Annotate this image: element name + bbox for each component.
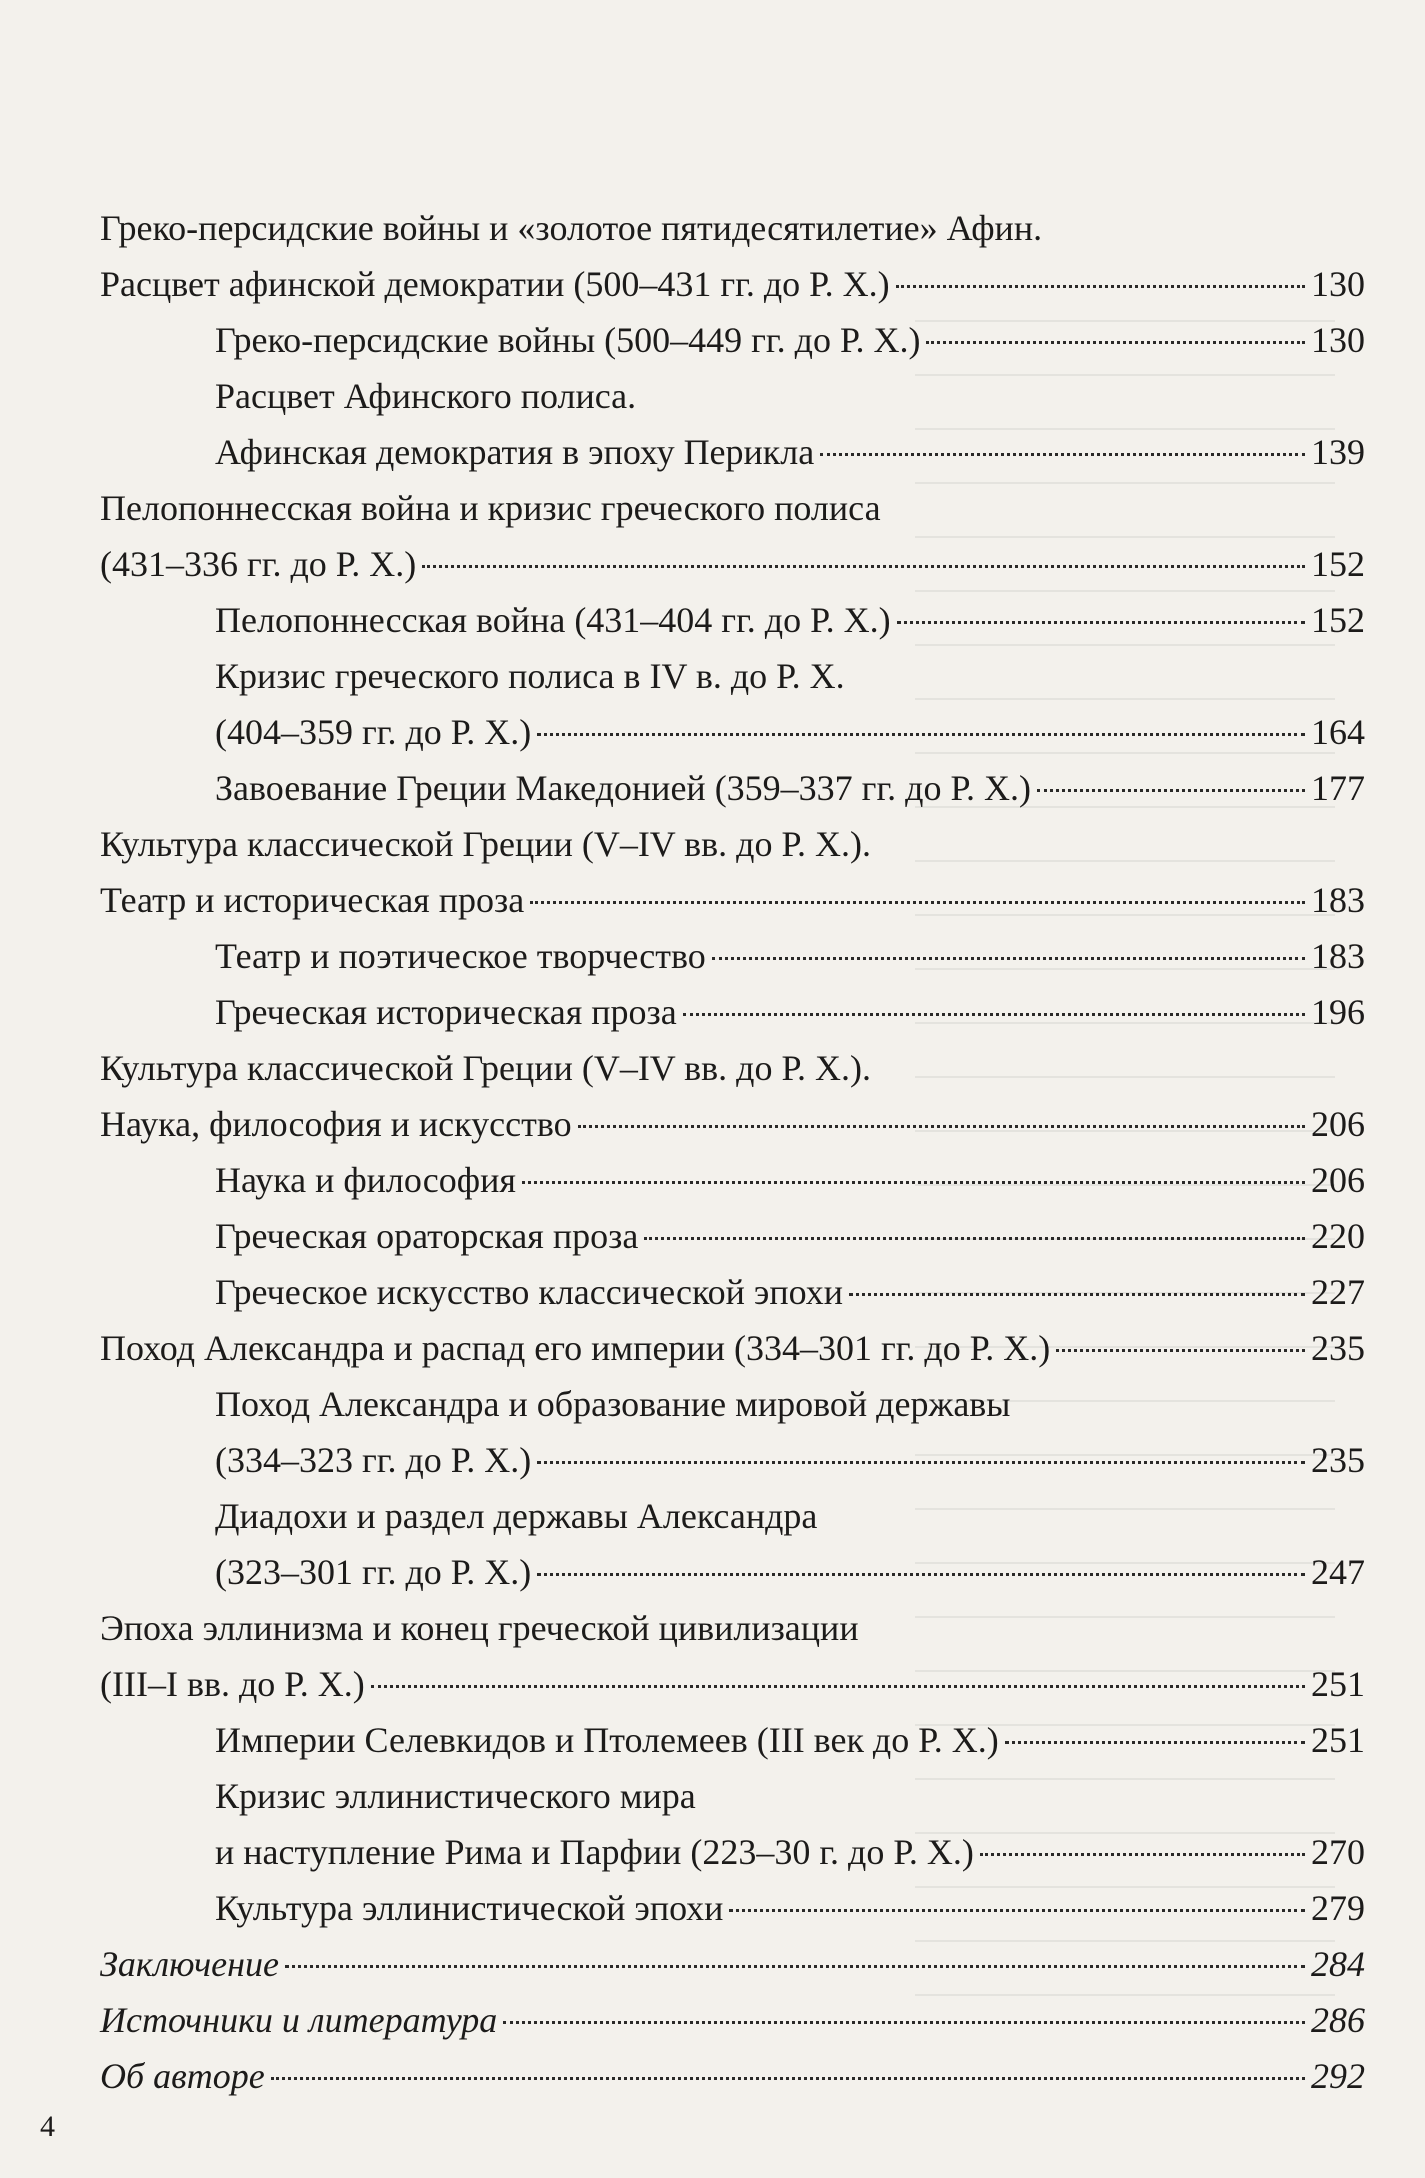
toc-entry[interactable] [100, 1712, 1365, 1768]
toc-entry-title-line: Наука, философия и искусство [100, 1104, 572, 1144]
toc-entry-title-line: Кризис греческого полиса в IV в. до Р. Х. [215, 656, 845, 696]
page-number: 4 [40, 2110, 55, 2143]
toc-entry[interactable] [100, 1992, 1365, 2048]
dot-leader [285, 1965, 1305, 1968]
toc-page-number: 251 [1311, 1720, 1365, 1760]
toc-page-number: 227 [1311, 1272, 1365, 1312]
toc-entry-title-line: Пелопоннесская война и кризис греческого полиса [100, 488, 881, 528]
dot-leader [503, 2021, 1305, 2024]
toc-page-number: 130 [1311, 264, 1365, 304]
toc-entry-title-line: Греко-персидские войны и «золотое пятидесятилетие» Афин. [100, 208, 1043, 248]
dot-leader [980, 1853, 1305, 1856]
dot-leader [422, 565, 1305, 568]
toc-entry-title-line: Культура эллинистической эпохи [215, 1888, 724, 1928]
toc-page-number: 286 [1311, 2000, 1365, 2040]
toc-page-number: 177 [1311, 768, 1365, 808]
toc-entry[interactable] [100, 1152, 1365, 1208]
toc-page-number: 284 [1311, 1944, 1365, 1984]
toc-entry[interactable] [100, 1040, 1365, 1152]
toc-entry[interactable] [100, 1768, 1365, 1880]
toc-entry[interactable] [100, 816, 1365, 928]
toc-entry-title-line: Афинская демократия в эпоху Перикла [215, 432, 815, 472]
dot-leader [371, 1685, 1305, 1688]
dot-leader [926, 341, 1305, 344]
dot-leader [644, 1237, 1305, 1240]
toc-entry[interactable] [100, 200, 1365, 312]
table-of-contents [100, 200, 1365, 2104]
toc-page-number: 152 [1311, 544, 1365, 584]
toc-entry[interactable] [100, 1208, 1365, 1264]
dot-leader [530, 901, 1305, 904]
toc-entry[interactable] [100, 1264, 1365, 1320]
toc-page-number: 235 [1311, 1328, 1365, 1368]
toc-page-number: 292 [1311, 2056, 1365, 2096]
toc-entry-title-line: Греческое искусство классической эпохи [215, 1272, 843, 1312]
toc-entry[interactable] [100, 760, 1365, 816]
toc-page-number: 279 [1311, 1888, 1365, 1928]
toc-entry-title-line: Театр и поэтическое творчество [215, 936, 706, 976]
dot-leader [537, 733, 1305, 736]
dot-leader [897, 621, 1305, 624]
dot-leader [683, 1013, 1305, 1016]
toc-page-number: 196 [1311, 992, 1365, 1032]
toc-entry[interactable] [100, 2048, 1365, 2104]
dot-leader [578, 1125, 1305, 1128]
toc-entry-title-line: Культура классической Греции (V–IV вв. до Р. Х.). [100, 824, 871, 864]
toc-entry-title-line: Кризис эллинистического мира [215, 1776, 696, 1816]
dot-leader [537, 1461, 1305, 1464]
toc-page-number: 220 [1311, 1216, 1365, 1256]
toc-entry[interactable] [100, 312, 1365, 368]
toc-entry-title-line: Империи Селевкидов и Птолемеев (III век до Р. Х.) [215, 1720, 999, 1760]
toc-entry-title-line: Поход Александра и образование мировой державы [215, 1384, 1011, 1424]
dot-leader [849, 1293, 1305, 1296]
toc-entry-title-line: Эпоха эллинизма и конец греческой цивилизации [100, 1608, 859, 1648]
dot-leader [1037, 789, 1305, 792]
toc-page-number: 206 [1311, 1104, 1365, 1144]
toc-entry-title-line: (III–I вв. до Р. Х.) [100, 1664, 365, 1704]
toc-page-number: 251 [1311, 1664, 1365, 1704]
toc-entry-title-line: Греческая историческая проза [215, 992, 677, 1032]
toc-entry[interactable] [100, 592, 1365, 648]
toc-page-number: 130 [1311, 320, 1365, 360]
toc-page-number: 270 [1311, 1832, 1365, 1872]
toc-entry[interactable] [100, 368, 1365, 480]
toc-entry[interactable] [100, 984, 1365, 1040]
dot-leader [712, 957, 1305, 960]
toc-page-number: 183 [1311, 936, 1365, 976]
toc-entry[interactable] [100, 1320, 1365, 1376]
toc-page-number: 164 [1311, 712, 1365, 752]
toc-entry-title-line: Наука и философия [215, 1160, 516, 1200]
toc-entry-title-line: Расцвет афинской демократии (500–431 гг. до Р. Х.) [100, 264, 890, 304]
dot-leader [522, 1181, 1305, 1184]
dot-leader [1056, 1349, 1305, 1352]
toc-entry[interactable] [100, 648, 1365, 760]
toc-entry-title-line: (404–359 гг. до Р. Х.) [215, 712, 532, 752]
dot-leader [820, 453, 1305, 456]
toc-entry-title-line: (323–301 гг. до Р. Х.) [215, 1552, 532, 1592]
toc-page-number: 247 [1311, 1552, 1365, 1592]
toc-entry-title-line: Об авторе [100, 2056, 265, 2096]
dot-leader [537, 1573, 1305, 1576]
dot-leader [271, 2077, 1305, 2080]
toc-entry-title-line: Культура классической Греции (V–IV вв. до Р. Х.). [100, 1048, 871, 1088]
toc-entry-title-line: Источники и литература [100, 2000, 498, 2040]
toc-entry-title-line: Диадохи и раздел державы Александра [215, 1496, 818, 1536]
toc-entry[interactable] [100, 1880, 1365, 1936]
toc-page-number: 139 [1311, 432, 1365, 472]
toc-entry[interactable] [100, 1600, 1365, 1712]
toc-entry[interactable] [100, 1376, 1365, 1488]
toc-entry[interactable] [100, 480, 1365, 592]
toc-page-number: 235 [1311, 1440, 1365, 1480]
toc-entry[interactable] [100, 1936, 1365, 1992]
toc-entry-title-line: (431–336 гг. до Р. Х.) [100, 544, 417, 584]
toc-entry-title-line: Театр и историческая проза [100, 880, 525, 920]
toc-entry-title-line: Греческая ораторская проза [215, 1216, 639, 1256]
toc-entry[interactable] [100, 928, 1365, 984]
toc-entry-title-line: Пелопоннесская война (431–404 гг. до Р. Х.) [215, 600, 891, 640]
toc-page-number: 183 [1311, 880, 1365, 920]
dot-leader [1005, 1741, 1305, 1744]
toc-entry[interactable] [100, 1488, 1365, 1600]
toc-entry-title-line: Расцвет Афинского полиса. [215, 376, 637, 416]
toc-entry-title-line: Заключение [100, 1944, 279, 1984]
toc-page-number: 152 [1311, 600, 1365, 640]
toc-entry-title-line: Греко-персидские войны (500–449 гг. до Р. Х.) [215, 320, 921, 360]
toc-entry-title-line: и наступление Рима и Парфии (223–30 г. до Р. Х.) [215, 1832, 974, 1872]
dot-leader [729, 1909, 1305, 1912]
toc-page-number: 206 [1311, 1160, 1365, 1200]
toc-entry-title-line: Завоевание Греции Македонией (359–337 гг. до Р. Х.) [215, 768, 1031, 808]
dot-leader [896, 285, 1305, 288]
toc-entry-title-line: (334–323 гг. до Р. Х.) [215, 1440, 532, 1480]
toc-entry-title-line: Поход Александра и распад его империи (334–301 гг. до Р. Х.) [100, 1328, 1051, 1368]
